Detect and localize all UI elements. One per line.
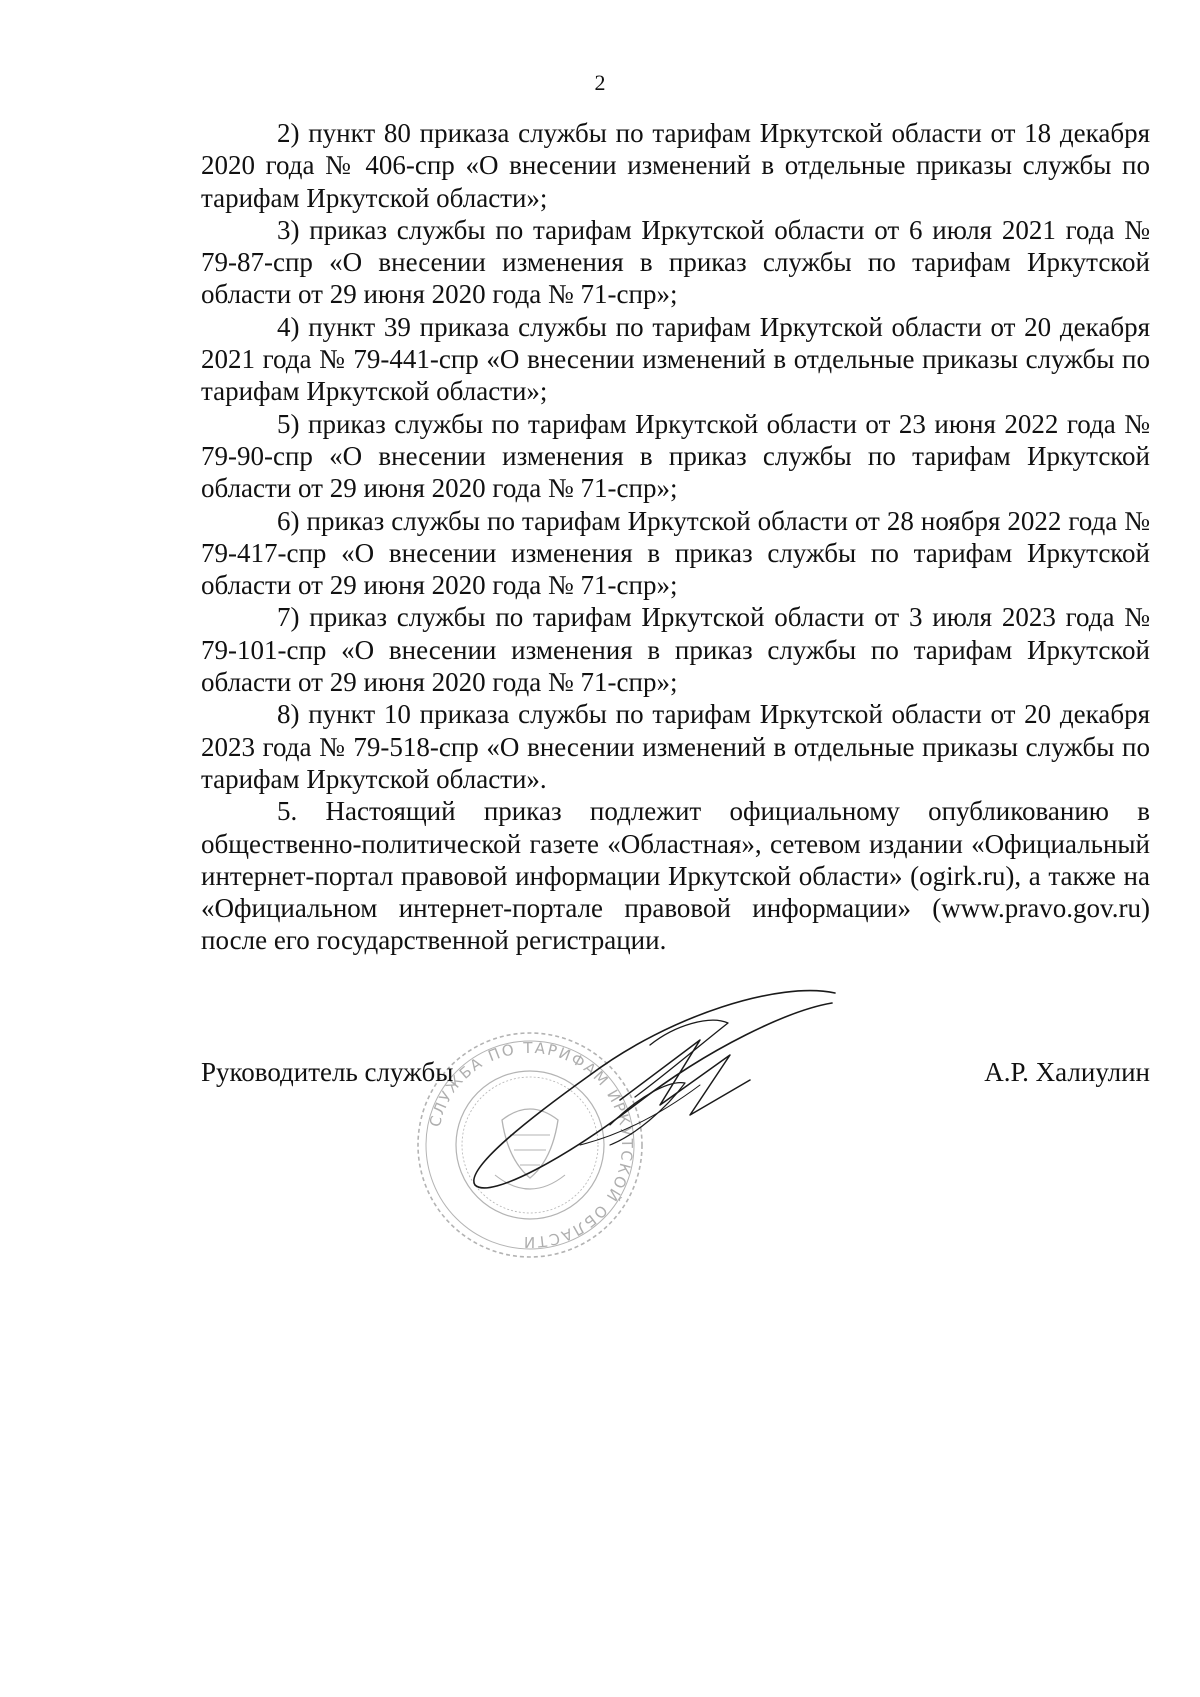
page-number: 2 <box>594 70 606 95</box>
signer-name: А.Р. Халиулин <box>984 1057 1150 1087</box>
list-item: 6) приказ службы по тарифам Иркутской области от 28 ноября 2022 года № 79-417-спр «О внесении изменения в приказ службы по тарифам Иркутской области от 29 июня 2020 года № 71-спр»; <box>201 505 1150 601</box>
publication-clause: 5. Настоящий приказ подлежит официальному опубликованию в общественно-политической газете «Областная», сетевом издании «Официальный интернет-портал правовой информации Иркутской области» (ogirk.ru), а также на «Официальном интернет-портале правовой информации» (www.pravo.gov.ru) после его государственной регистрации. <box>201 796 1150 956</box>
list-item: 8) пункт 10 приказа службы по тарифам Иркутской области от 20 декабря 2023 года № 79-518-спр «О внесении изменений в отдельные приказы службы по тарифам Иркутской области». <box>201 699 1150 794</box>
list-item: 3) приказ службы по тарифам Иркутской области от 6 июля 2021 года № 79-87-спр «О внесении изменения в приказ службы по тарифам Иркутской области от 29 июня 2020 года № 71-спр»; <box>201 214 1150 310</box>
list-item: 7) приказ службы по тарифам Иркутской области от 3 июля 2023 года № 79-101-спр «О внесении изменения в приказ службы по тарифам Иркутской области от 29 июня 2020 года № 71-спр»; <box>201 602 1150 698</box>
signer-position: Руководитель службы <box>201 1057 454 1087</box>
document-body <box>201 117 1150 957</box>
seal-ring-text: СЛУЖБА ПО ТАРИФАМ ИРКУТСКОЙ ОБЛАСТИ <box>425 1038 637 1252</box>
list-item: 5) приказ службы по тарифам Иркутской области от 23 июня 2022 года № 79-90-спр «О внесении изменения в приказ службы по тарифам Иркутской области от 29 июня 2020 года № 71-спр»; <box>201 408 1150 504</box>
handwritten-signature <box>460 985 845 1200</box>
list-item: 2) пункт 80 приказа службы по тарифам Иркутской области от 18 декабря 2020 года № 406-спр «О внесении изменений в отдельные приказы службы по тарифам Иркутской области»; <box>201 118 1150 213</box>
list-item: 4) пункт 39 приказа службы по тарифам Иркутской области от 20 декабря 2021 года № 79-441-спр «О внесении изменений в отдельные приказы службы по тарифам Иркутской области»; <box>201 311 1150 407</box>
